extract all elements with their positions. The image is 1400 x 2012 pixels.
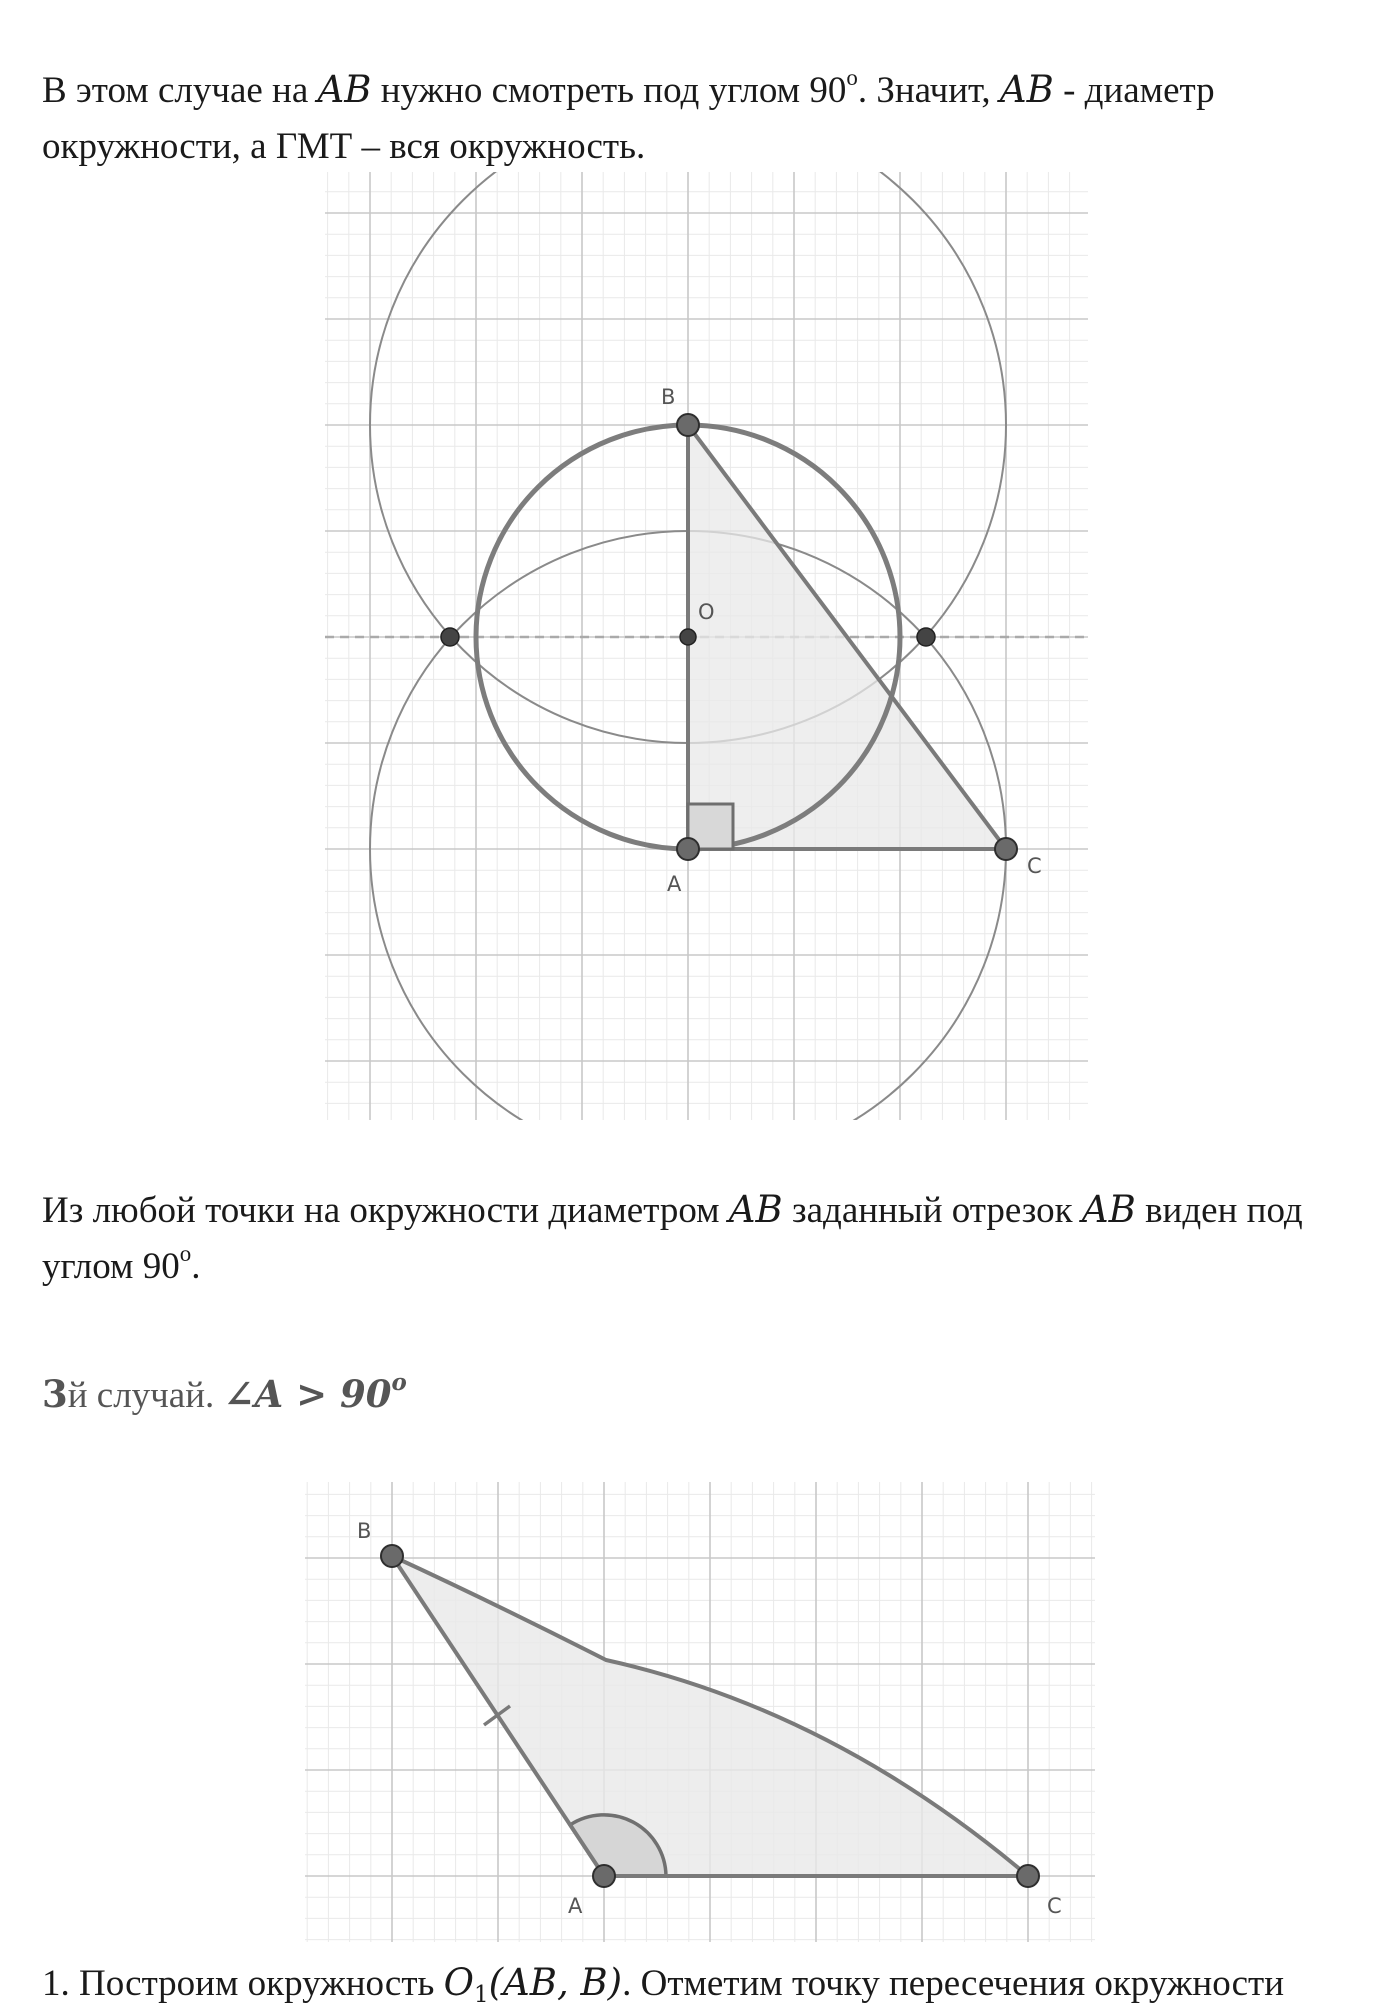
degree-sign: o — [391, 1368, 407, 1396]
point-c — [995, 838, 1017, 860]
label-b: B — [661, 385, 676, 409]
label-a: A — [568, 1894, 583, 1918]
text-segment: виден под углом 90 — [42, 1190, 1303, 1287]
math-ab: AB — [728, 1188, 783, 1231]
text-segment: - диаметр окружности, а ГМТ – вся окружность. — [42, 70, 1215, 167]
label-c: C — [1027, 854, 1042, 878]
paragraph-seen-at-right-angle — [42, 1182, 1362, 1295]
angle-condition: ∠A > 90 — [223, 1372, 392, 1416]
label-a: A — [667, 872, 682, 896]
figure-obtuse-triangle — [0, 1460, 1400, 1950]
point-a — [677, 838, 699, 860]
math-ab-b: (AB, B) — [488, 1961, 623, 2004]
text-segment: . Отметим точку пересечения окружности — [622, 1963, 1285, 2004]
major-grid — [264, 107, 1088, 1120]
degree-sign: o — [846, 64, 858, 90]
point-c — [1017, 1865, 1039, 1887]
text-segment: Из любой точки на окружности диаметром — [42, 1190, 729, 1231]
text-segment: . — [191, 1246, 201, 1287]
intersection-point-right — [917, 628, 935, 646]
math-ab: AB — [999, 68, 1054, 111]
case-3-heading — [42, 1366, 407, 1424]
label-c: C — [1047, 1894, 1062, 1918]
math-ab: AB — [317, 68, 372, 111]
paragraph-construction-step — [42, 1955, 1362, 2012]
case-number: 3 — [42, 1372, 68, 1416]
point-o — [680, 629, 696, 645]
point-b — [677, 414, 699, 436]
intersection-point-left — [441, 628, 459, 646]
label-b: B — [357, 1519, 372, 1543]
math-subscript: 1 — [474, 1981, 489, 2008]
case-text: й случай. — [67, 1375, 224, 1416]
text-segment: . Значит, — [857, 70, 1000, 111]
text-segment: 1. Построим окружность — [42, 1963, 444, 2004]
point-b — [381, 1545, 403, 1567]
math-o: O — [443, 1961, 474, 2004]
label-o: O — [698, 600, 715, 624]
point-a — [593, 1865, 615, 1887]
text-segment: В этом случае на — [42, 70, 318, 111]
text-segment: заданный отрезок — [782, 1190, 1082, 1231]
text-segment: нужно смотреть под углом 90 — [371, 70, 847, 111]
degree-sign: o — [179, 1240, 192, 1266]
math-ab: AB — [1081, 1188, 1136, 1231]
